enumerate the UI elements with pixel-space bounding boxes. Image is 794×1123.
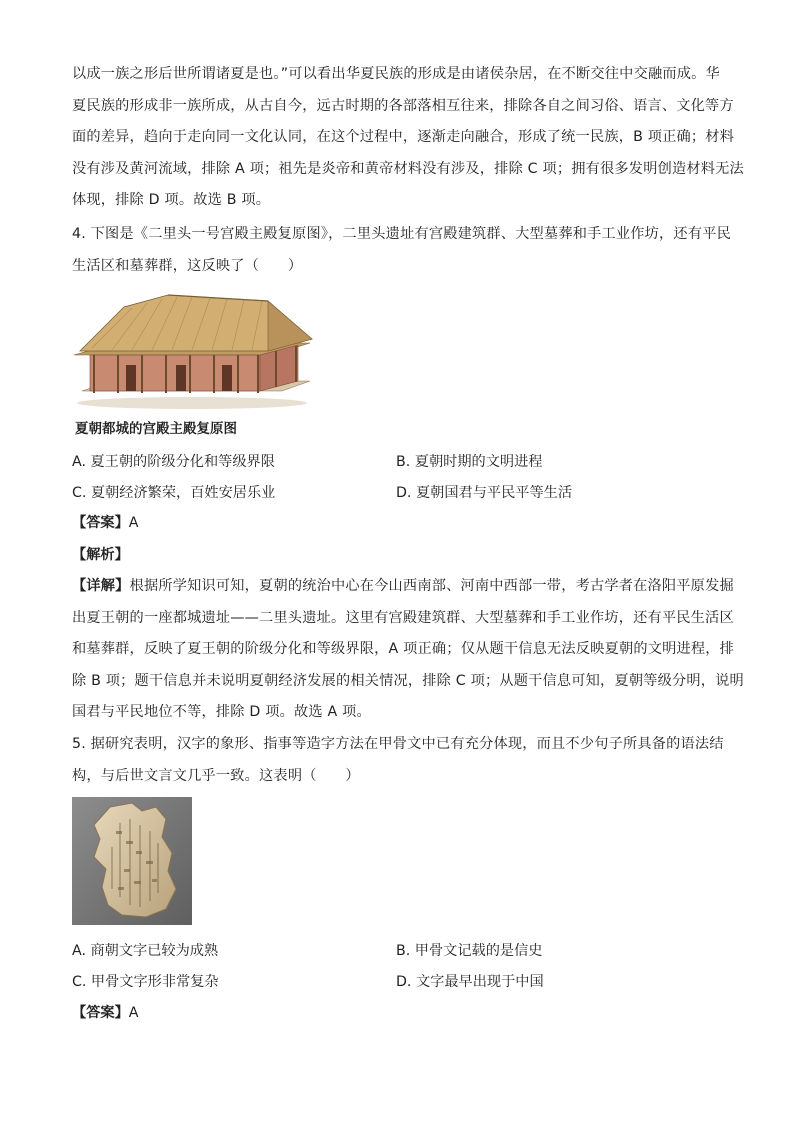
option-b: B. 夏朝时期的文明进程 <box>396 454 543 470</box>
answer-value: A <box>128 1005 139 1021</box>
option-c: C. 夏朝经济繁荣，百姓安居乐业 <box>72 485 276 501</box>
option-d: D. 夏朝国君与平民平等生活 <box>396 485 573 501</box>
option-c: C. 甲骨文字形非常复杂 <box>72 974 219 990</box>
question-line: 4. 下图是《二里头一号宫殿主殿复原图》，二里头遗址有宫殿建筑群、大型墓葬和手工业作坊，还有平民 <box>72 226 731 242</box>
detail-line: 国君与平民地位不等，排除 D 项。故选 A 项。 <box>72 704 371 720</box>
answer-label: 【答案】 <box>72 1005 129 1021</box>
answer-label: 【答案】 <box>72 515 129 531</box>
detail-line: 和墓葬群，反映了夏王朝的阶级分化和等级界限，A 项正确；仅从题干信息无法反映夏朝的文明进程，排 <box>72 641 735 657</box>
option-d: D. 文字最早出现于中国 <box>396 974 544 990</box>
detail-line: 根据所学知识可知，夏朝的统治中心在今山西南部、河南中西部一带，考古学者在洛阳平原发掘 <box>129 578 734 594</box>
option-a: A. 夏王朝的阶级分化和等级界限 <box>72 454 275 470</box>
oracle-bone-photo <box>72 797 192 925</box>
detail-line: 出夏王朝的一座都城遗址——二里头遗址。这里有宫殿建筑群、大型墓葬和手工业作坊，还有平民生活区 <box>72 609 734 626</box>
intro-line: 面的差异，趋向于走向同一文化认同，在这个过程中，逐渐走向融合，形成了统一民族，B 项正确；材料 <box>72 129 735 145</box>
figure-caption: 夏朝都城的宫殿主殿复原图 <box>75 421 237 437</box>
intro-paragraph <box>72 59 744 217</box>
analysis-line <box>72 545 129 565</box>
palace-illustration <box>72 293 316 413</box>
intro-line: 夏民族的形成非一族所成，从古自今，远古时期的各部落相互往来，排除各自之间习俗、语言、文化等方 <box>72 97 734 114</box>
intro-line: 体现，排除 D 项。故选 B 项。 <box>72 192 271 208</box>
question-line: 构，与后世文言文几乎一致。这表明（ ） <box>72 767 360 784</box>
intro-line: 没有涉及黄河流域，排除 A 项；祖先是炎帝和黄帝材料没有涉及，排除 C 项；拥有很多发明创造材料无法 <box>72 160 744 177</box>
option-a: A. 商朝文字已较为成熟 <box>72 943 219 959</box>
question-4-stem <box>72 219 731 282</box>
question-line: 5. 据研究表明，汉字的象形、指事等造字方法在甲骨文中已有充分体现，而且不少句子所具备的语法结 <box>72 736 724 752</box>
detail-paragraph <box>72 571 744 729</box>
answer-line <box>72 1003 138 1023</box>
question-line: 生活区和墓葬群，这反映了（ ） <box>72 257 303 274</box>
analysis-label: 【解析】 <box>72 547 129 563</box>
intro-line: 以成一族之形后世所谓诸夏是也。”可以看出华夏民族的形成是由诸侯杂居，在不断交往中交融而成。华 <box>72 66 720 82</box>
option-b: B. 甲骨文记载的是信史 <box>396 943 543 959</box>
answer-value: A <box>128 515 139 531</box>
question-5-stem <box>72 729 724 792</box>
detail-line: 除 B 项；题干信息并未说明夏朝经济发展的相关情况，排除 C 项；从题干信息可知，夏朝等级分明，说明 <box>72 672 744 689</box>
answer-line <box>72 513 138 533</box>
detail-label: 【详解】 <box>72 578 130 594</box>
